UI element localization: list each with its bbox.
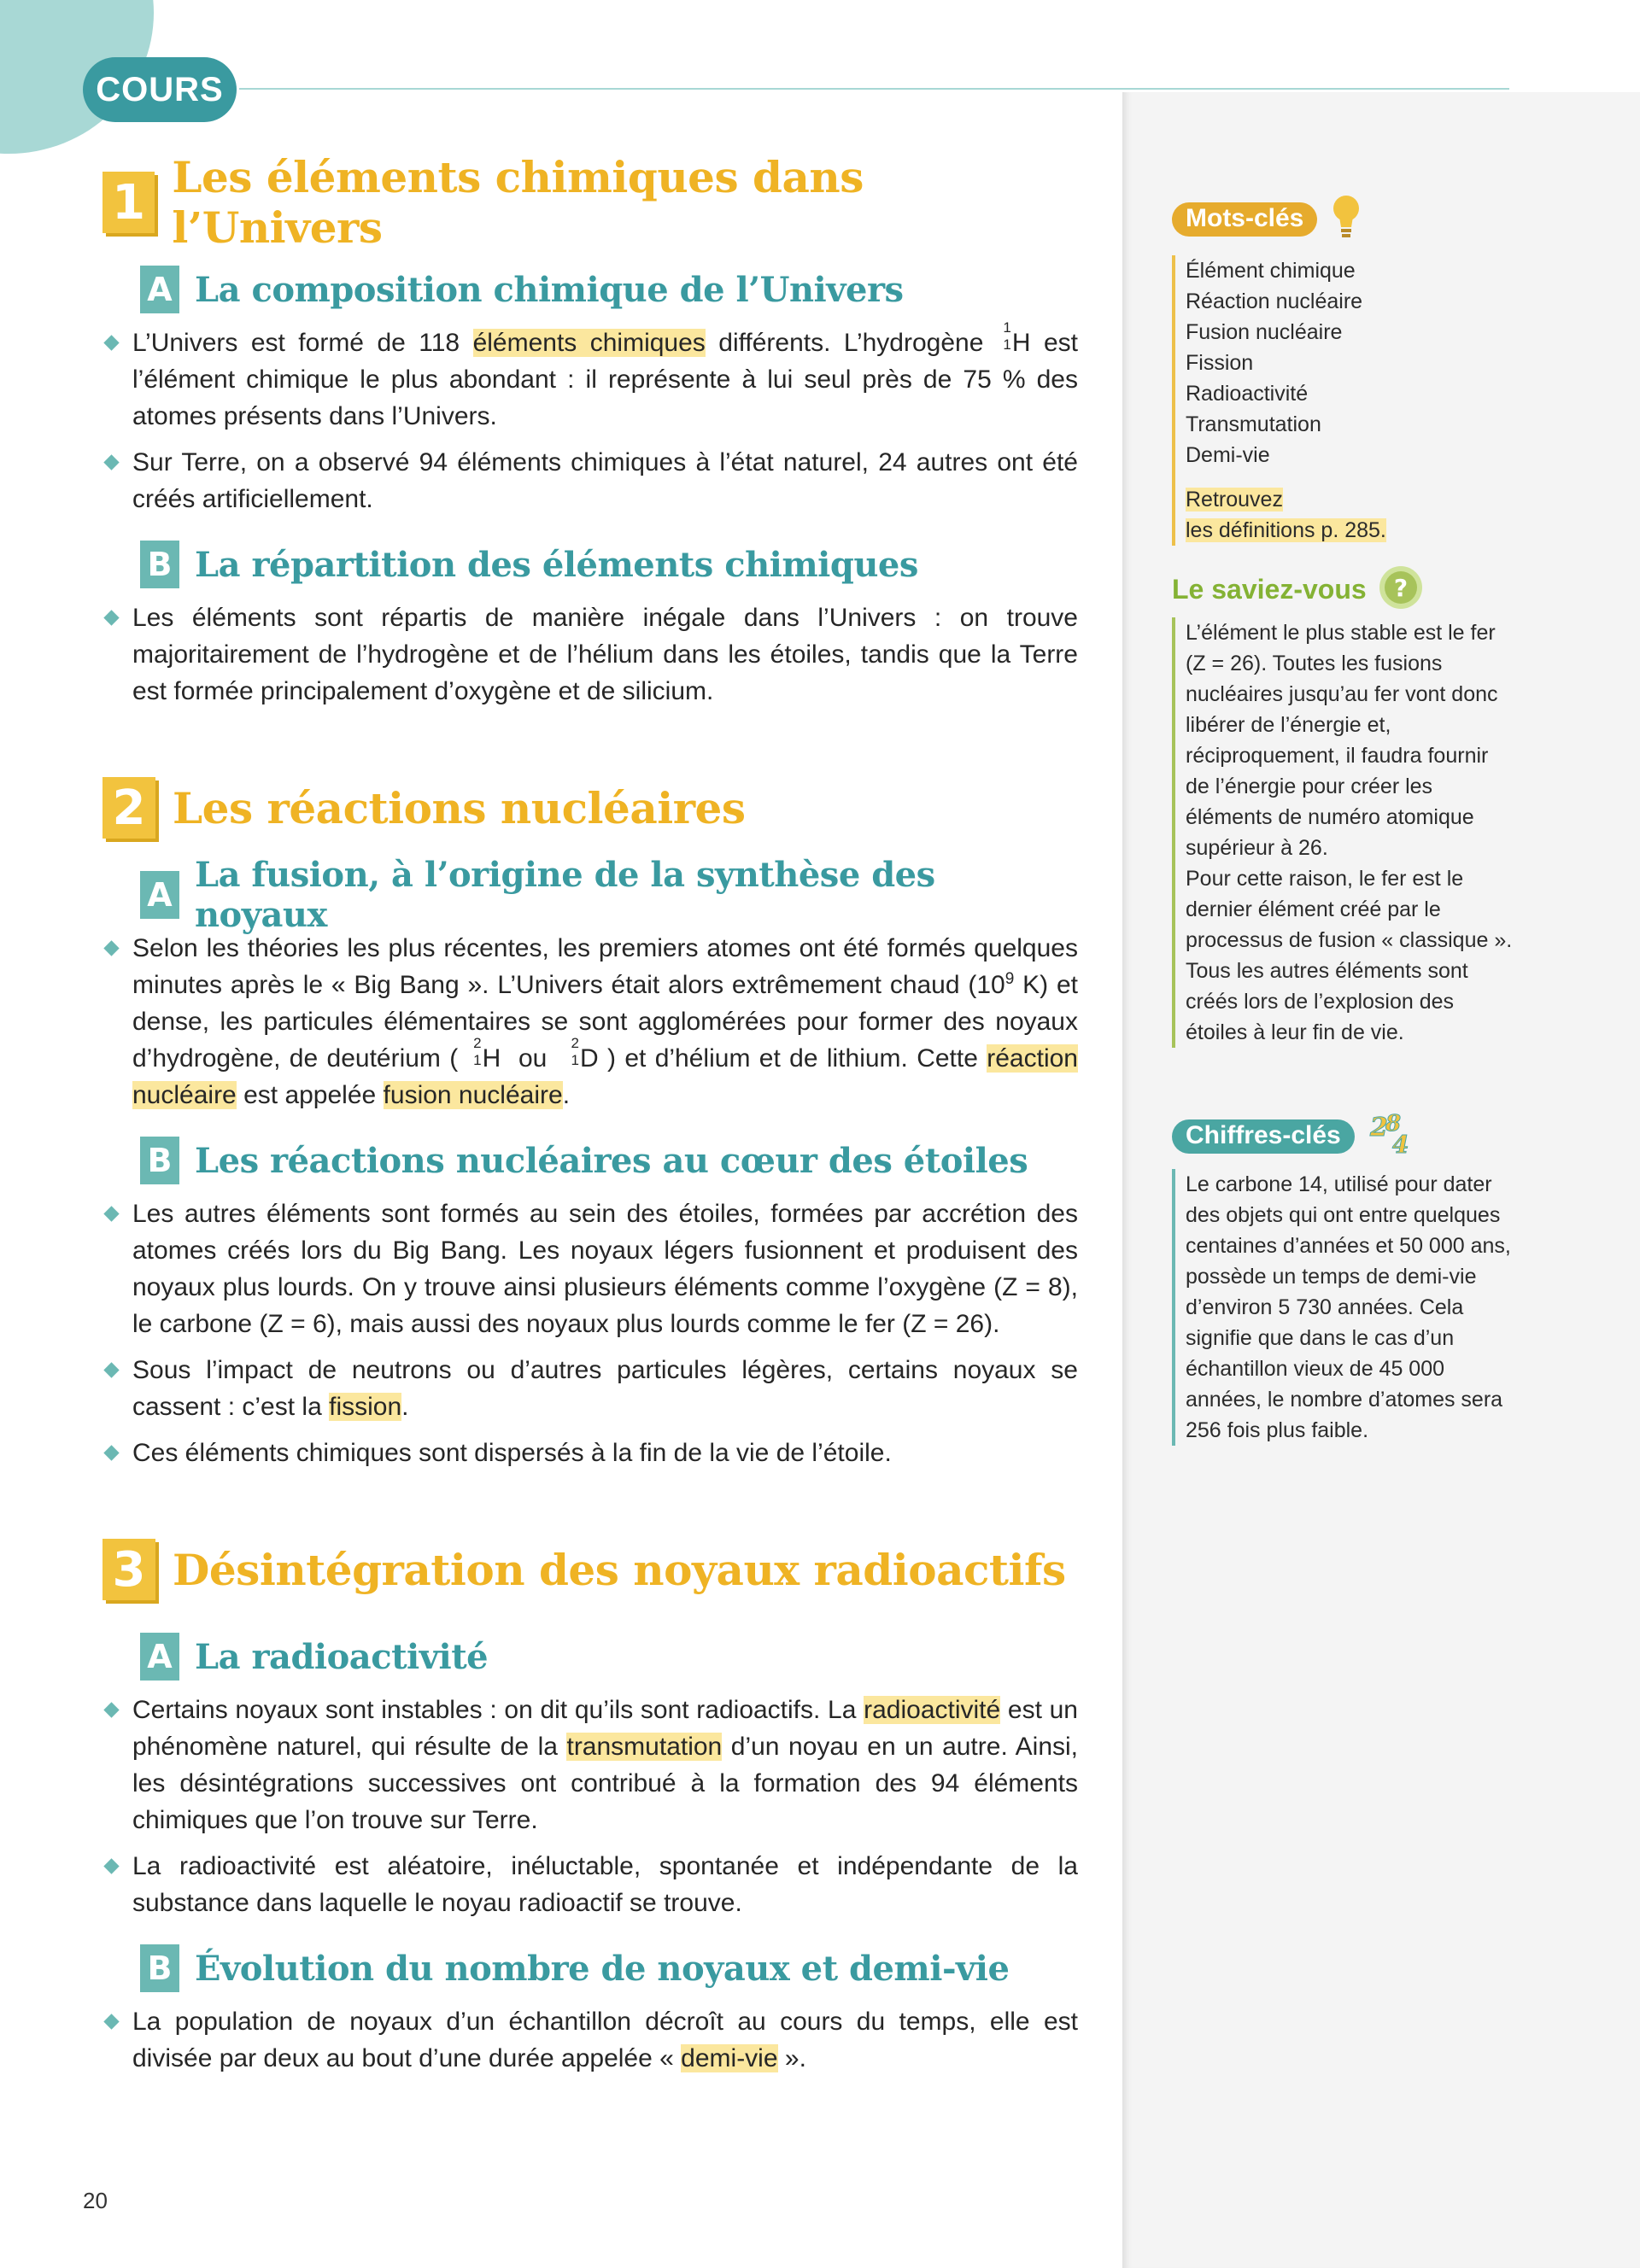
main-content — [102, 152, 1079, 2086]
bullet-item: Les autres éléments sont formés au sein des étoiles, formées par accrétion des atomes créés lors du Big Bang. Les noyaux légers fusionnent et produisent des noyaux plus lourds. On y trouve ainsi plusieurs éléments comme l’oxygène (Z = 8), le carbone (Z = 6), mais aussi des noyaux plus lourds comme le fer (Z = 26). — [102, 1195, 1078, 1342]
svg-text:?: ? — [1393, 574, 1409, 602]
subsection-letter: B — [140, 541, 179, 588]
subsection-title: Les réactions nucléaires au cœur des étoiles — [195, 1140, 1028, 1181]
keyword-item: Élément chimique — [1186, 259, 1356, 283]
section-title: Désintégration des noyaux radioactifs — [173, 1544, 1066, 1595]
section-2 — [102, 768, 1078, 1471]
keyword-item: Fission — [1186, 351, 1254, 375]
subsection-title: Évolution du nombre de noyaux et demi-vie — [195, 1948, 1010, 1989]
header-rule — [239, 88, 1509, 90]
didyouknow-title: Le saviez-vous — [1172, 574, 1367, 605]
highlighted-term: transmutation — [566, 1733, 723, 1761]
highlighted-term: fusion nucléaire — [383, 1081, 563, 1109]
svg-text:8: 8 — [1385, 1111, 1402, 1137]
subsection-1a-heading — [140, 261, 1078, 318]
subsection-2a-heading — [140, 855, 1078, 935]
keyword-item: Transmutation — [1186, 412, 1321, 436]
keyword-item: Fusion nucléaire — [1186, 320, 1343, 344]
definitions-reference: les définitions p. 285. — [1186, 518, 1386, 542]
subsection-title: La composition chimique de l’Univers — [195, 269, 904, 310]
subsection-2b-heading — [140, 1132, 1078, 1189]
didyouknow-box — [1172, 565, 1514, 1048]
bullet-item: La radioactivité est aléatoire, inéluctable, spontanée et indépendante de la substance dans laquelle le noyau radioactif se trouve. — [102, 1848, 1078, 1921]
subsection-title: La répartition des éléments chimiques — [195, 544, 918, 585]
isotope-notation: 2 1 — [571, 1035, 579, 1068]
bullet-item: Ces éléments chimiques sont dispersés à la fin de la vie de l’étoile. — [102, 1435, 1078, 1471]
keywords-title: Mots-clés — [1172, 202, 1317, 237]
section-number: 2 — [102, 777, 155, 839]
bullet-item: Selon les théories les plus récentes, les premiers atomes ont été formés quelques minutes après le « Big Bang ». L’Univers était alors extrêmement chaud ($10^9$ K) et dense, les particules élémentaires se sont agglomérées pour former des noyaux d’hydrogène, de deutérium ( 2 1 H ou 2 1 D ) et d’hélium et de lithium. Cette réaction nucléaire est appelée fusion nucléaire. — [102, 930, 1078, 1114]
bullet-list — [102, 1692, 1078, 1921]
subsection-1b-heading — [140, 536, 1078, 593]
keyfigures-text — [1172, 1169, 1514, 1446]
highlighted-term: fission — [329, 1393, 402, 1421]
highlighted-term: demi-vie — [681, 2044, 778, 2072]
bullet-item: Sur Terre, on a observé 94 éléments chimiques à l’état naturel, 24 autres ont été créés artificiellement. — [102, 444, 1078, 517]
bullet-item: Les éléments sont répartis de manière inégale dans l’Univers : on trouve majoritairement de l’hydrogène et de l’hélium dans les étoiles, tandis que la Terre est formée principalement d’oxygène et de silicium. — [102, 599, 1078, 710]
lightbulb-icon — [1330, 193, 1362, 245]
subsection-3a-heading — [140, 1628, 1078, 1685]
subsection-title: La fusion, à l’origine de la synthèse des noyaux — [194, 855, 935, 935]
bullet-list — [102, 599, 1078, 710]
svg-text:2: 2 — [1370, 1113, 1389, 1143]
bullet-list — [102, 930, 1078, 1114]
subsection-letter: A — [140, 871, 179, 919]
didyouknow-header — [1172, 565, 1514, 614]
section-3-heading — [102, 1529, 1078, 1610]
keyword-item: Radioactivité — [1186, 382, 1309, 406]
section-title: Les réactions nucléaires — [173, 782, 746, 833]
isotope-notation: 1 1 — [1003, 319, 1011, 353]
keyfigures-box — [1172, 1110, 1514, 1446]
definitions-reference: Retrouvez — [1186, 488, 1283, 511]
section-2-heading — [102, 768, 1078, 848]
bullet-list — [102, 319, 1078, 517]
highlighted-term: réaction nucléaire — [132, 1044, 1078, 1109]
section-1-heading — [102, 152, 1078, 253]
highlighted-term: radioactivité — [864, 1696, 1001, 1724]
section-title: Les éléments chimiques dans l’Univers — [172, 152, 864, 253]
section-1 — [102, 152, 1078, 710]
cours-badge: COURS — [83, 57, 237, 122]
question-icon — [1379, 565, 1423, 614]
didyouknow-paragraph: L’élément le plus stable est le fer (Z = 26). Toutes les fusions nucléaires jusqu’au fer vont donc libérer de l’énergie et, réciproquement, il faudra fournir de l’énergie pour créer les éléments de numéro atomique supérieur à 26. — [1186, 621, 1498, 860]
subsection-letter: A — [140, 266, 179, 313]
bullet-item: La population de noyaux d’un échantillon décroît au cours du temps, elle est divisée par deux au bout d’une durée appelée « demi-vie ». — [102, 2003, 1078, 2077]
bullet-item: Sous l’impact de neutrons ou d’autres particules légères, certains noyaux se cassent : c’est la fission. — [102, 1352, 1078, 1425]
section-number: 1 — [102, 172, 155, 233]
bullet-list — [102, 2003, 1078, 2077]
keyfigures-paragraph: Le carbone 14, utilisé pour dater des objets qui ont entre quelques centaines d’années et 50 000 ans, possède un temps de demi-vie d’environ 5 730 années. Cela signifie que dans le cas d’un échantillon vieux de 45 000 années, le nombre d’atomes sera 256 fois plus faible. — [1186, 1172, 1511, 1442]
section-number: 3 — [102, 1539, 155, 1600]
didyouknow-text — [1172, 617, 1514, 1048]
subsection-letter: B — [140, 1944, 179, 1992]
svg-text:4: 4 — [1392, 1131, 1409, 1158]
keywords-list — [1172, 255, 1514, 546]
keyfigures-title: Chiffres-clés — [1172, 1119, 1355, 1154]
keyword-item: Réaction nucléaire — [1186, 289, 1363, 313]
section-3 — [102, 1529, 1078, 2077]
didyouknow-paragraph: Pour cette raison, le fer est le dernier élément créé par le processus de fusion « classique ». Tous les autres éléments sont créés lors de l’explosion des étoiles à leur fin de vie. — [1186, 867, 1513, 1044]
keywords-box — [1172, 193, 1514, 546]
bullet-list — [102, 1195, 1078, 1471]
subsection-3b-heading — [140, 1940, 1078, 1996]
bullet-item: L’Univers est formé de 118 éléments chimiques différents. L’hydrogène 1 1 H est l’élément chimique le plus abondant : il représente à lui seul près de 75 % des atomes présents dans l’Univers. — [102, 324, 1078, 435]
subsection-title: La radioactivité — [195, 1636, 489, 1677]
bullet-item: Certains noyaux sont instables : on dit qu’ils sont radioactifs. La radioactivité est un phénomène naturel, qui résulte de la transmutation d’un noyau en un autre. Ainsi, les désintégrations successives ont contribué à la formation des 94 éléments chimiques que l’on trouve sur Terre. — [102, 1692, 1078, 1838]
keyword-item: Demi-vie — [1186, 443, 1270, 467]
subsection-letter: B — [140, 1137, 179, 1184]
keyfigures-header — [1172, 1110, 1514, 1162]
subsection-letter: A — [140, 1633, 179, 1681]
numbers-icon — [1367, 1110, 1421, 1162]
page-number: 20 — [83, 2188, 108, 2213]
highlighted-term: éléments chimiques — [472, 329, 706, 357]
keywords-header — [1172, 193, 1514, 245]
isotope-notation: 2 1 — [473, 1035, 482, 1068]
